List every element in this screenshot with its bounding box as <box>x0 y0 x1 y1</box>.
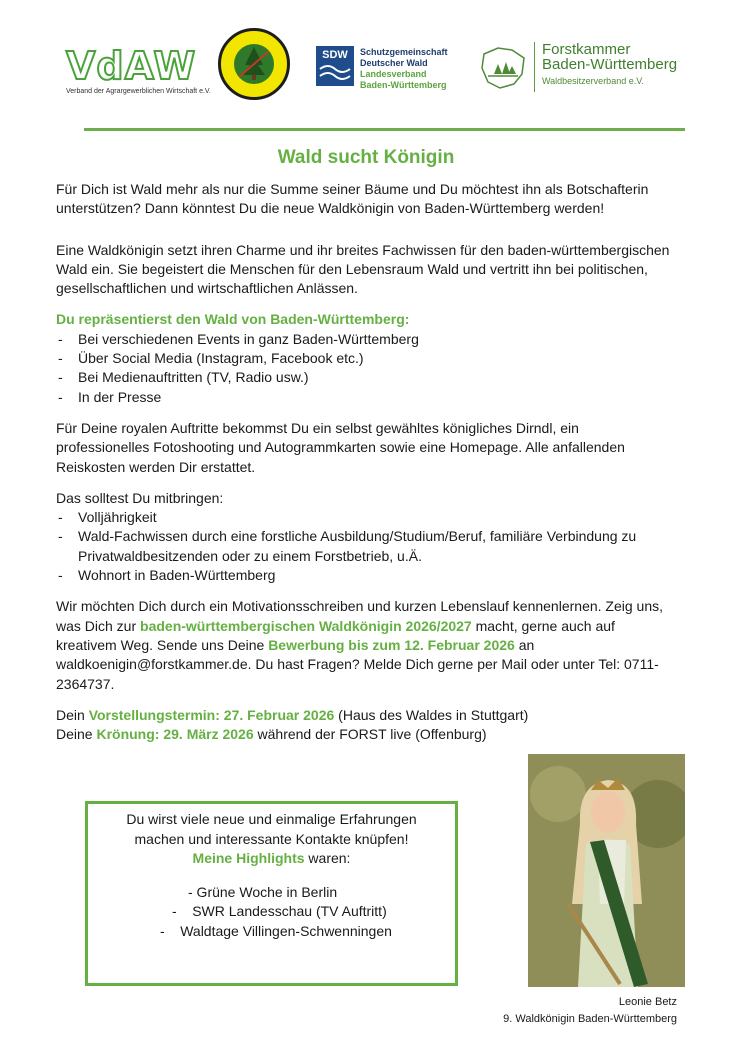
list-item: - Bei Medienauftritten (TV, Radio usw.) <box>56 368 676 387</box>
sdw-name: Schutzgemeinschaft Deutscher Wald Landesverband Baden-Württemberg <box>360 47 448 90</box>
highlights-list <box>88 883 455 942</box>
vdaw-subtitle: Verband der Agrargewerblichen Wirtschaft e.V. <box>66 88 211 95</box>
list-item: - Grüne Woche in Berlin <box>188 883 338 900</box>
highlights-intro: Du wirst viele neue und einmalige Erfahrungen machen und interessante Kontakte knüpfen! Meine Highlights waren: <box>126 811 417 866</box>
list-item: - Wohnort in Baden-Württemberg <box>56 566 676 585</box>
portrait-illustration <box>528 754 685 987</box>
sdw-logo <box>316 46 466 90</box>
page-title: Wald sucht Königin <box>277 147 455 168</box>
list-item: - Bei verschiedenen Events in ganz Baden-Württemberg <box>56 330 676 349</box>
photo-caption <box>503 994 677 1028</box>
list-item: - Wald-Fachwissen durch eine forstliche Ausbildung/Studium/Beruf, familiäre Verbindung zu Privatwaldbesitzenden oder zu einem Forstbetrieb, u.Ä. <box>56 527 676 566</box>
caption-role: 9. Waldkönigin Baden-Württemberg <box>503 1013 677 1025</box>
list-item: - SWR Landesschau (TV Auftritt) <box>172 903 387 919</box>
represent-heading: Du repräsentierst den Wald von Baden-Württemberg: <box>56 311 410 328</box>
flyer-body <box>56 146 676 744</box>
target-title-highlight: baden-württembergischen Waldkönigin 2026/2027 <box>140 617 472 634</box>
forstkammer-divider <box>534 42 535 92</box>
list-item: - Über Social Media (Instagram, Facebook etc.) <box>56 349 676 368</box>
waldkoenigin-photo <box>528 754 685 987</box>
presentation-date: Dein Vorstellungstermin: 27. Februar 2026 (Haus des Waldes in Stuttgart) <box>56 706 529 723</box>
forstkammer-logo <box>478 42 678 97</box>
wave-icon <box>316 61 354 83</box>
logo-bar <box>0 28 737 108</box>
caption-name: Leonie Betz <box>618 996 677 1008</box>
deadline-highlight: Bewerbung bis zum 12. Februar 2026 <box>268 636 515 653</box>
benefits-paragraph: Für Deine royalen Auftritte bekommst Du ein selbst gewähltes königliches Dirndl, ein professionelles Fotoshooting und Autogrammkarten sowie eine Homepage. Alle anfallenden Reiskosten werden Dir erstattet. <box>56 419 625 475</box>
description-paragraph: Eine Waldkönigin setzt ihren Charme und ihr breites Fachwissen für den baden-württembergischen Wald ein. Sie begeistert die Menschen für den Lebensraum Wald und vertritt ihn bei politischen, gesellschaftlichen und wirtschaftlichen Anlässen. <box>56 241 670 297</box>
list-item: - Waldtage Villingen-Schwenningen <box>160 922 392 939</box>
list-item: - Volljährigkeit <box>56 508 676 527</box>
highlights-box <box>85 801 458 986</box>
represent-list <box>56 330 676 407</box>
baden-wuerttemberg-map-icon <box>478 44 528 92</box>
highlights-label: Meine Highlights <box>192 850 305 866</box>
waldarbeitsmeisterschaft-logo <box>218 28 290 100</box>
sdw-badge: SDW <box>316 46 354 86</box>
intro-paragraph: Für Dich ist Wald mehr als nur die Summe seiner Bäume und Du möchtest ihn als Botschafterin unterstützen? Dann könntest Du die neue Waldkönigin von Baden-Württemberg werden! <box>56 181 649 217</box>
coronation-date: Deine Krönung: 29. März 2026 während der FORST live (Offenburg) <box>56 726 487 743</box>
wms-emblem <box>221 31 287 97</box>
requirements-list <box>56 508 676 585</box>
forstkammer-name: Forstkammer Baden-Württemberg Waldbesitzerverband e.V. <box>542 41 678 86</box>
requirements-heading: Das solltest Du mitbringen: <box>56 489 224 506</box>
list-item: - In der Presse <box>56 388 676 407</box>
application-paragraph: Wir möchten Dich durch ein Motivationsschreiben und kurzen Lebenslauf kennenlernen. Zeig uns, was Dich zur baden-württembergischen Waldkönigin 2026/2027 macht, gerne auch auf kreativem Weg. Sende uns Deine Bewerbung bis zum 12. Februar 2026 an waldkoenigin@forstkammer.de. Du hast Fragen? Melde Dich gerne per Mail oder unter Tel: 0711-2364737. <box>56 598 664 692</box>
vdaw-logo <box>66 44 211 95</box>
vdaw-wordmark: VdAW <box>66 44 197 88</box>
header-divider <box>84 128 685 131</box>
